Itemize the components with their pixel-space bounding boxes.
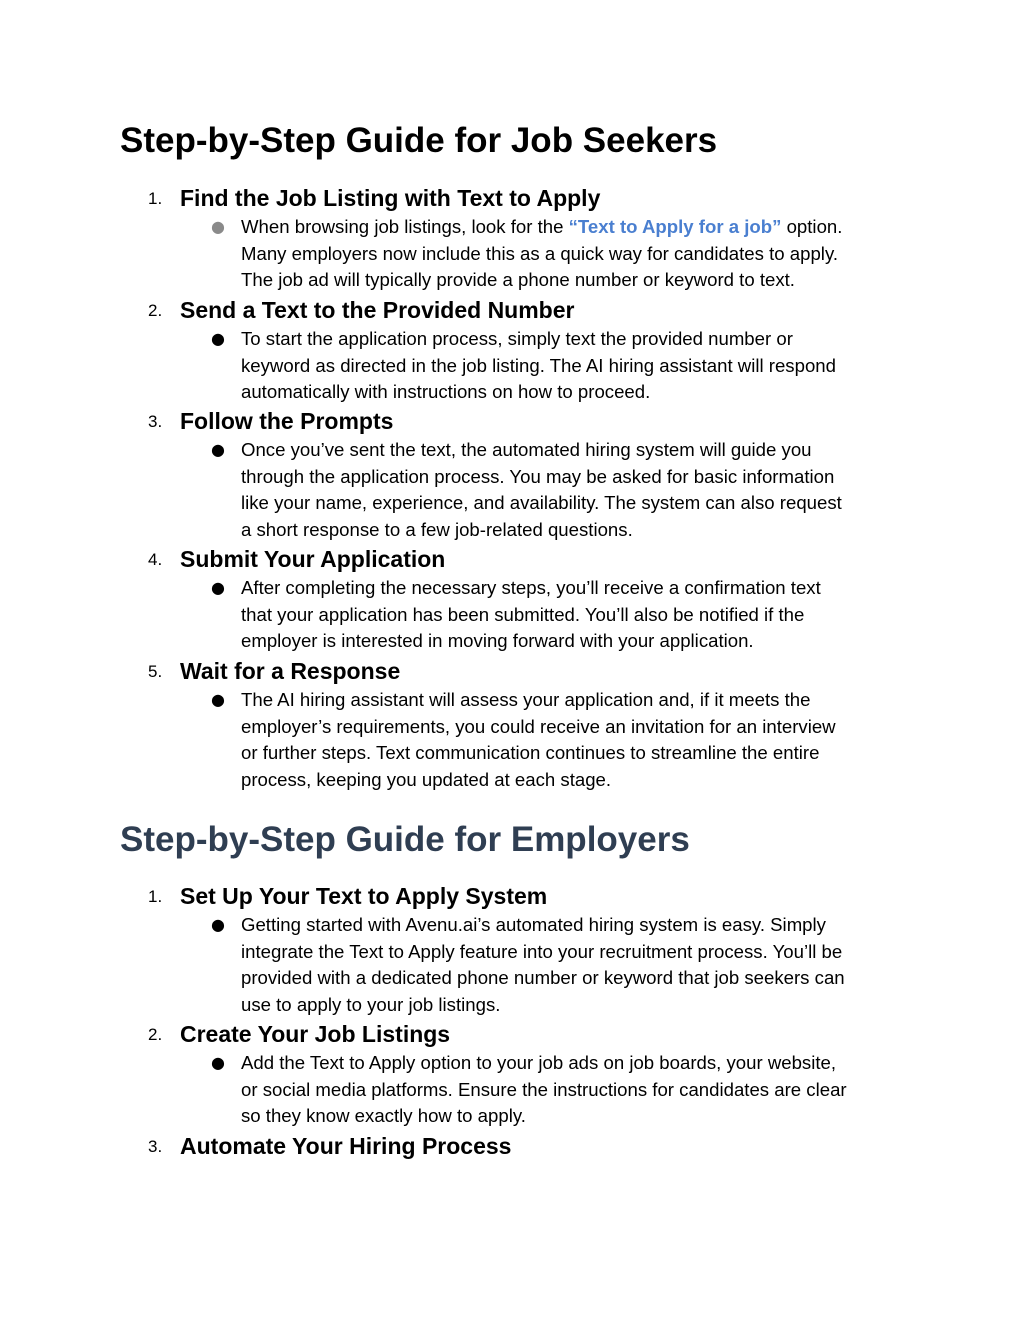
description-line: To start the application process, simply text the provided number or xyxy=(241,328,793,349)
step-number: 1. xyxy=(148,189,163,208)
description-line: After completing the necessary steps, you’ll receive a confirmation text xyxy=(241,577,821,598)
description-line: process, keeping you updated at each stage. xyxy=(241,768,612,790)
bullet-icon: ● xyxy=(211,915,225,934)
description-line: The AI hiring assistant will assess your application and, if it meets the xyxy=(241,689,811,710)
step-title: Send a Text to the Provided Number xyxy=(180,297,575,323)
step-description xyxy=(241,1050,901,1130)
description-line: like your name, experience, and availability. The system can also request xyxy=(241,492,842,513)
bullet-icon: ● xyxy=(211,578,225,597)
description-line: or social media platforms. Ensure the instructions for candidates are clear xyxy=(241,1078,847,1100)
step-number: 4. xyxy=(148,550,163,569)
step-description xyxy=(241,687,901,793)
description-line: Many employers now include this as a quick way for candidates to apply. xyxy=(241,242,839,264)
step-description xyxy=(241,326,901,406)
description-text: When browsing job listings, look for the xyxy=(241,216,569,237)
step-title: Set Up Your Text to Apply System xyxy=(180,883,548,909)
bullet-icon: ● xyxy=(211,329,225,348)
description-line: a short response to a few job-related questions. xyxy=(241,518,633,540)
bullet-icon: ● xyxy=(211,1053,225,1072)
description-line: automatically with instructions on how to proceed. xyxy=(241,381,651,402)
step-number: 2. xyxy=(148,301,163,320)
step-number: 3. xyxy=(148,1137,163,1156)
bullet-icon: ● xyxy=(211,690,225,709)
step-description xyxy=(241,214,901,294)
step-title: Find the Job Listing with Text to Apply xyxy=(180,185,601,211)
description-line: employer’s requirements, you could receive an invitation for an interview xyxy=(241,715,836,737)
description-line: that your application has been submitted. You’ll also be notified if the xyxy=(241,603,805,625)
description-line: provided with a dedicated phone number or keyword that job seekers can xyxy=(241,967,845,988)
step-number: 3. xyxy=(148,412,163,431)
description-line: employer is interested in moving forward with your application. xyxy=(241,630,754,651)
description-line: use to apply to your job listings. xyxy=(241,993,501,1015)
step-number: 2. xyxy=(148,1025,163,1044)
description-line: through the application process. You may be asked for basic information xyxy=(241,465,835,487)
job-seekers-heading: Step-by-Step Guide for Job Seekers xyxy=(120,121,718,160)
description-line: Add the Text to Apply option to your job ads on job boards, your website, xyxy=(241,1052,837,1073)
description-line: or further steps. Text communication continues to streamline the entire xyxy=(241,742,820,763)
step-title: Wait for a Response xyxy=(180,658,401,684)
description-line: so they know exactly how to apply. xyxy=(241,1105,526,1126)
bullet-icon: ● xyxy=(211,440,225,459)
step-description xyxy=(241,437,901,543)
description-text: option. xyxy=(781,216,843,237)
step-number: 5. xyxy=(148,662,163,681)
step-title: Submit Your Application xyxy=(180,546,446,572)
description-line: Getting started with Avenu.ai’s automated hiring system is easy. Simply xyxy=(241,914,826,935)
step-number: 1. xyxy=(148,887,163,906)
step-description xyxy=(241,912,901,1018)
description-line: integrate the Text to Apply feature into your recruitment process. You’ll be xyxy=(241,940,843,962)
step-title: Create Your Job Listings xyxy=(180,1021,451,1047)
step-title: Automate Your Hiring Process xyxy=(180,1133,512,1159)
text-to-apply-link[interactable]: “Text to Apply for a job” xyxy=(568,216,782,237)
step-title: Follow the Prompts xyxy=(180,408,394,434)
description-line: Once you’ve sent the text, the automated hiring system will guide you xyxy=(241,439,812,460)
employers-heading: Step-by-Step Guide for Employers xyxy=(120,820,690,859)
description-line: keyword as directed in the job listing. The AI hiring assistant will respond xyxy=(241,354,836,376)
step-description xyxy=(241,575,901,655)
bullet-icon: ● xyxy=(211,217,225,236)
description-line: The job ad will typically provide a phone number or keyword to text. xyxy=(241,269,795,290)
